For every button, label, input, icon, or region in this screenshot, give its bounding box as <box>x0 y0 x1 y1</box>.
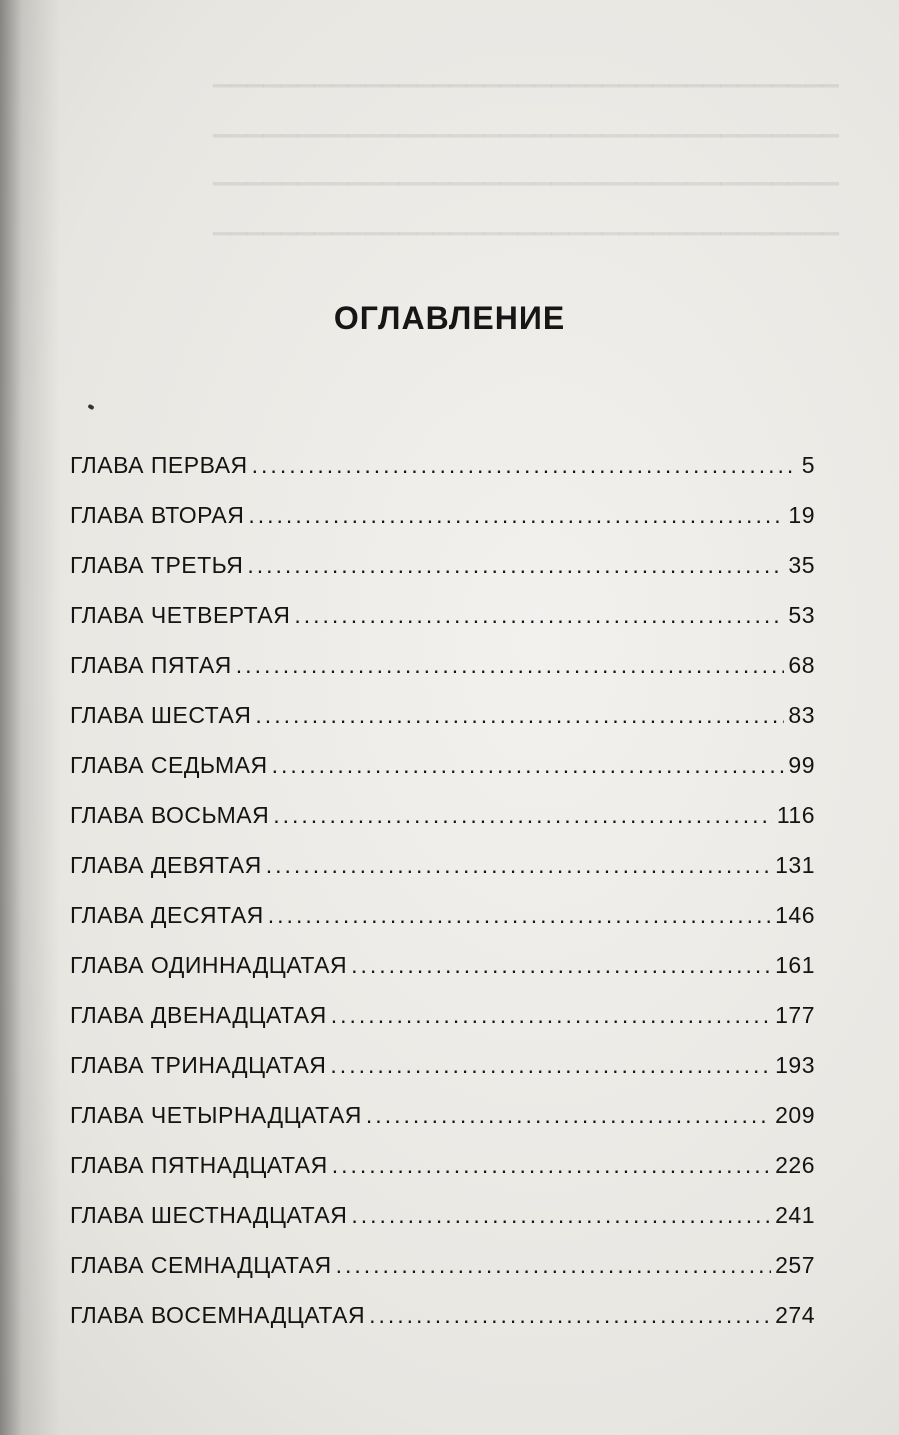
page-title: ОГЛАВЛЕНИЕ <box>333 300 566 336</box>
ink-speck <box>87 404 94 410</box>
chapter-title: ГЛАВА ВОСЕМНАДЦАТАЯ <box>70 1302 366 1328</box>
dot-leader <box>248 502 784 529</box>
dot-leader <box>273 802 773 829</box>
toc-entry <box>70 1252 815 1302</box>
toc-entry <box>70 1202 815 1252</box>
toc-entry <box>70 1302 815 1352</box>
chapter-title: ГЛАВА СЕМНАДЦАТАЯ <box>70 1252 332 1278</box>
toc-entry <box>70 952 815 1002</box>
page-number: 99 <box>788 752 815 778</box>
page-number: 131 <box>775 852 815 878</box>
dot-leader <box>351 1202 771 1229</box>
toc-entry <box>70 852 815 902</box>
show-through-text: ▁▁▁▁▁▁▁▁▁▁▁▁▁▁▁▁▁▁▁▁▁▁▁▁▁▁▁▁▁▁▁▁▁▁▁▁▁ <box>212 160 839 185</box>
page-number: 83 <box>788 702 815 728</box>
dot-leader <box>294 602 784 629</box>
toc-entry <box>70 752 815 802</box>
toc-entry <box>70 552 815 602</box>
dot-leader <box>369 1302 771 1329</box>
dot-leader <box>330 1052 771 1079</box>
dot-leader <box>336 1252 772 1279</box>
toc-entry <box>70 1002 815 1052</box>
dot-leader <box>266 852 771 879</box>
page-number: 146 <box>775 902 815 928</box>
chapter-title: ГЛАВА ШЕСТАЯ <box>70 702 252 728</box>
chapter-title: ГЛАВА ТРИНАДЦАТАЯ <box>70 1052 327 1078</box>
dot-leader <box>331 1002 771 1029</box>
chapter-title: ГЛАВА ВОСЬМАЯ <box>70 802 270 828</box>
chapter-title: ГЛАВА ПЕРВАЯ <box>70 452 248 478</box>
chapter-title: ГЛАВА ОДИННАДЦАТАЯ <box>70 952 348 978</box>
chapter-title: ГЛАВА ДВЕНАДЦАТАЯ <box>70 1002 327 1028</box>
chapter-title: ГЛАВА ПЯТНАДЦАТАЯ <box>70 1152 328 1178</box>
chapter-title: ГЛАВА ЧЕТЫРНАДЦАТАЯ <box>70 1102 362 1128</box>
page-number: 226 <box>775 1152 815 1178</box>
page-number: 53 <box>788 602 815 628</box>
dot-leader <box>252 452 798 479</box>
chapter-title: ГЛАВА ВТОРАЯ <box>70 502 245 528</box>
page-number: 5 <box>801 452 815 478</box>
page-number: 257 <box>775 1252 815 1278</box>
toc-entry <box>70 702 815 752</box>
toc-entry <box>70 902 815 952</box>
dot-leader <box>351 952 771 979</box>
chapter-title: ГЛАВА ТРЕТЬЯ <box>70 552 244 578</box>
page-number: 161 <box>775 952 815 978</box>
toc-entry <box>70 1102 815 1152</box>
page-number: 19 <box>788 502 815 528</box>
chapter-title: ГЛАВА ДЕВЯТАЯ <box>70 852 262 878</box>
dot-leader <box>268 902 771 929</box>
toc-entry <box>70 1052 815 1102</box>
toc-entry <box>70 502 815 552</box>
dot-leader <box>272 752 785 779</box>
page-number: 209 <box>775 1102 815 1128</box>
dot-leader <box>247 552 784 579</box>
chapter-title: ГЛАВА ШЕСТНАДЦАТАЯ <box>70 1202 348 1228</box>
dot-leader <box>332 1152 771 1179</box>
toc-entry <box>70 602 815 652</box>
toc-entry <box>70 652 815 702</box>
show-through-text: ▁▁▁▁▁▁▁▁▁▁▁▁▁▁▁▁▁▁▁▁▁▁▁▁▁▁▁▁▁▁▁▁▁▁▁▁▁ <box>212 62 839 87</box>
dot-leader <box>255 702 784 729</box>
page-number: 35 <box>788 552 815 578</box>
show-through-text: ▁▁▁▁▁▁▁▁▁▁▁▁▁▁▁▁▁▁▁▁▁▁▁▁▁▁▁▁▁▁▁▁▁▁▁▁▁ <box>212 112 839 137</box>
toc-entry <box>70 802 815 852</box>
chapter-title: ГЛАВА ЧЕТВЕРТАЯ <box>70 602 291 628</box>
page-number: 241 <box>775 1202 815 1228</box>
toc-entry <box>70 452 815 502</box>
dot-leader <box>236 652 785 679</box>
page-number: 177 <box>775 1002 815 1028</box>
chapter-title: ГЛАВА СЕДЬМАЯ <box>70 752 268 778</box>
chapter-title: ГЛАВА ДЕСЯТАЯ <box>70 902 264 928</box>
table-of-contents <box>70 452 815 1352</box>
page-number: 274 <box>775 1302 815 1328</box>
show-through-text: ▁▁▁▁▁▁▁▁▁▁▁▁▁▁▁▁▁▁▁▁▁▁▁▁▁▁▁▁▁▁▁▁▁▁▁▁▁ <box>212 210 839 235</box>
page-number: 68 <box>788 652 815 678</box>
toc-entry <box>70 1152 815 1202</box>
dot-leader <box>366 1102 771 1129</box>
page-number: 116 <box>776 802 815 828</box>
chapter-title: ГЛАВА ПЯТАЯ <box>70 652 232 678</box>
page-number: 193 <box>775 1052 815 1078</box>
